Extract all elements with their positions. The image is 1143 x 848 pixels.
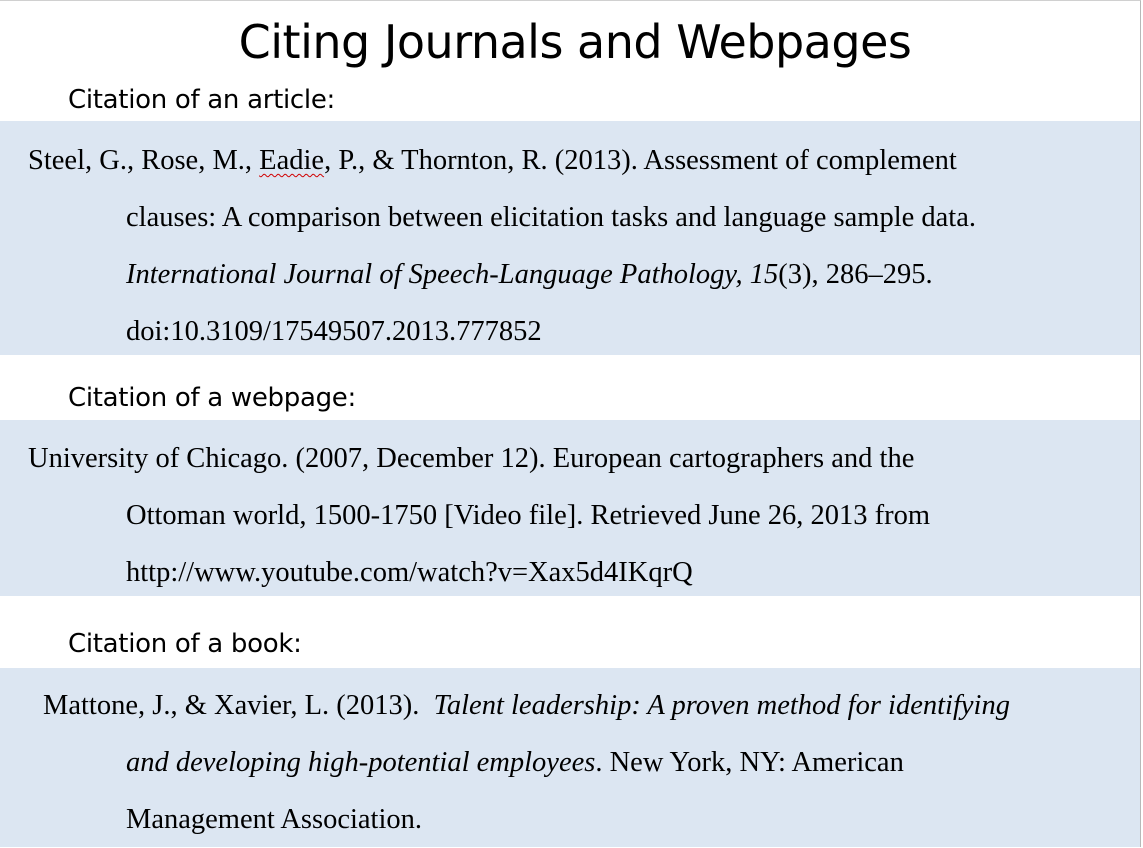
webpage-citation-url: http://www.youtube.com/watch?v=Xax5d4IKqrQ: [126, 557, 693, 588]
webpage-citation-line-2: Ottoman world, 1500-1750 [Video file]. Retrieved June 26, 2013 from: [126, 500, 931, 531]
article-citation-heading: Citation of an article:: [68, 85, 335, 115]
book-citation-heading: Citation of a book:: [68, 629, 302, 659]
book-title-continued: and developing high-potential employees: [126, 747, 596, 778]
journal-title: International Journal of Speech-Language Pathology, 15: [126, 259, 779, 290]
book-citation-line-2: and developing high-potential employees. New York, NY: American: [126, 747, 904, 778]
webpage-citation-heading: Citation of a webpage:: [68, 383, 356, 413]
book-citation-block: [0, 668, 1140, 847]
webpage-citation-block: [0, 420, 1140, 596]
book-title: Talent leadership: A proven method for identifying: [433, 690, 1010, 721]
article-citation-block: [0, 121, 1140, 355]
spellcheck-underlined-word: Eadie: [259, 145, 325, 176]
article-citation-line-1: Steel, G., Rose, M., Eadie, P., & Thornton, R. (2013). Assessment of complement: [28, 145, 957, 176]
webpage-citation-line-1: University of Chicago. (2007, December 12). European cartographers and the: [28, 443, 915, 474]
webpage-citation-text: [28, 430, 930, 601]
article-citation-line-3: International Journal of Speech-Language Pathology, 15(3), 286–295.: [126, 259, 933, 290]
article-citation-line-2: clauses: A comparison between elicitation tasks and language sample data.: [126, 202, 976, 233]
book-citation-text: [28, 677, 1010, 848]
book-citation-line-1: Mattone, J., & Xavier, L. (2013). Talent leadership: A proven method for identifying: [43, 690, 1010, 721]
book-citation-line-3: Management Association.: [126, 804, 423, 835]
article-citation-text: [28, 132, 976, 360]
article-citation-doi: doi:10.3109/17549507.2013.777852: [126, 316, 542, 347]
slide-title: Citing Journals and Webpages: [238, 15, 912, 69]
